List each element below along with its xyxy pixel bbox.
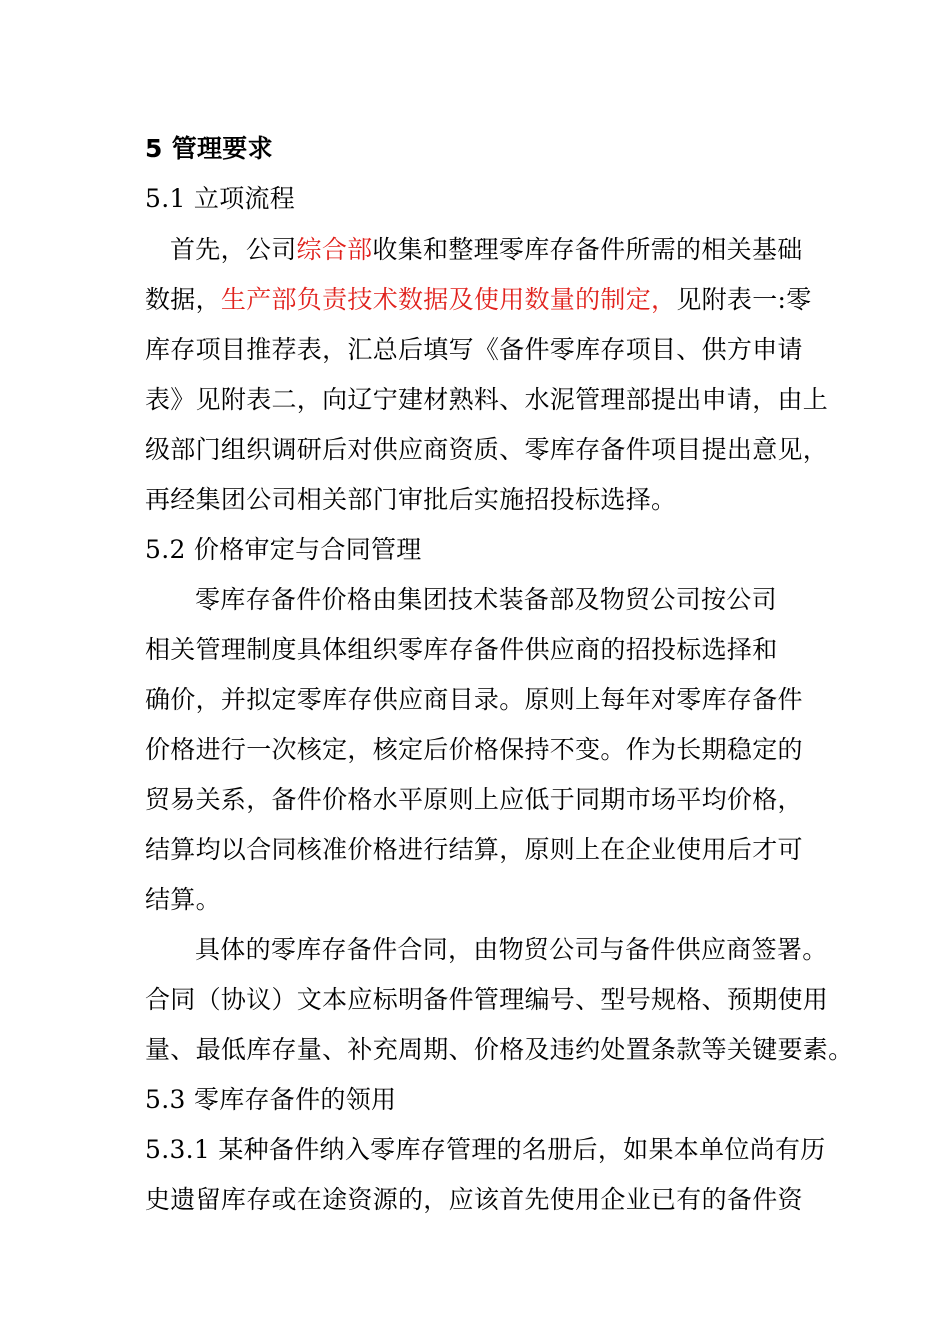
paragraph-line: 具体的零库存备件合同，由物贸公司与备件供应商签署。	[195, 935, 828, 964]
paragraph-line: 再经集团公司相关部门审批后实施招投标选择。	[145, 485, 677, 514]
text-run: 数据，	[145, 285, 221, 314]
subsection-title-5-1: 5.1 立项流程	[145, 184, 296, 213]
highlighted-text: 生产部负责技术数据及使用数量的制定，	[220, 285, 677, 314]
paragraph-line: 史遗留库存或在途资源的，应该首先使用企业已有的备件资	[145, 1185, 803, 1214]
text-run: 见附表一:零	[676, 285, 812, 314]
highlighted-text: 综合部	[296, 235, 373, 264]
paragraph-line	[170, 233, 803, 267]
paragraph-line: 相关管理制度具体组织零库存备件供应商的招投标选择和	[145, 635, 778, 664]
paragraph-line: 结算均以合同核准价格进行结算，原则上在企业使用后才可	[145, 835, 803, 864]
paragraph-line: 合同（协议）文本应标明备件管理编号、型号规格、预期使用	[145, 985, 829, 1014]
paragraph-line: 表》见附表二，向辽宁建材熟料、水泥管理部提出申请，由上	[145, 385, 829, 414]
paragraph-line: 5.3.1 某种备件纳入零库存管理的名册后，如果本单位尚有历	[145, 1135, 826, 1164]
subsection-title-5-2: 5.2 价格审定与合同管理	[145, 535, 422, 564]
section-heading: 5 管理要求	[145, 134, 273, 163]
paragraph-line: 库存项目推荐表，汇总后填写《备件零库存项目、供方申请	[145, 335, 803, 364]
text-run: 首先，公司	[170, 235, 297, 264]
text-run: 收集和整理零库存备件所需的相关基础	[372, 235, 803, 264]
paragraph-line: 贸易关系，备件价格水平原则上应低于同期市场平均价格，	[145, 785, 803, 814]
subsection-title-5-3: 5.3 零库存备件的领用	[145, 1085, 397, 1114]
paragraph-line: 量、最低库存量、补充周期、价格及违约处置条款等关键要素。	[145, 1035, 854, 1064]
paragraph-line: 级部门组织调研后对供应商资质、零库存备件项目提出意见，	[145, 435, 829, 464]
paragraph-line: 确价，并拟定零库存供应商目录。原则上每年对零库存备件	[145, 685, 803, 714]
paragraph-line	[145, 283, 812, 317]
paragraph-line: 价格进行一次核定，核定后价格保持不变。作为长期稳定的	[145, 735, 803, 764]
paragraph-line: 零库存备件价格由集团技术装备部及物贸公司按公司	[195, 585, 777, 614]
paragraph-line: 结算。	[145, 885, 221, 914]
